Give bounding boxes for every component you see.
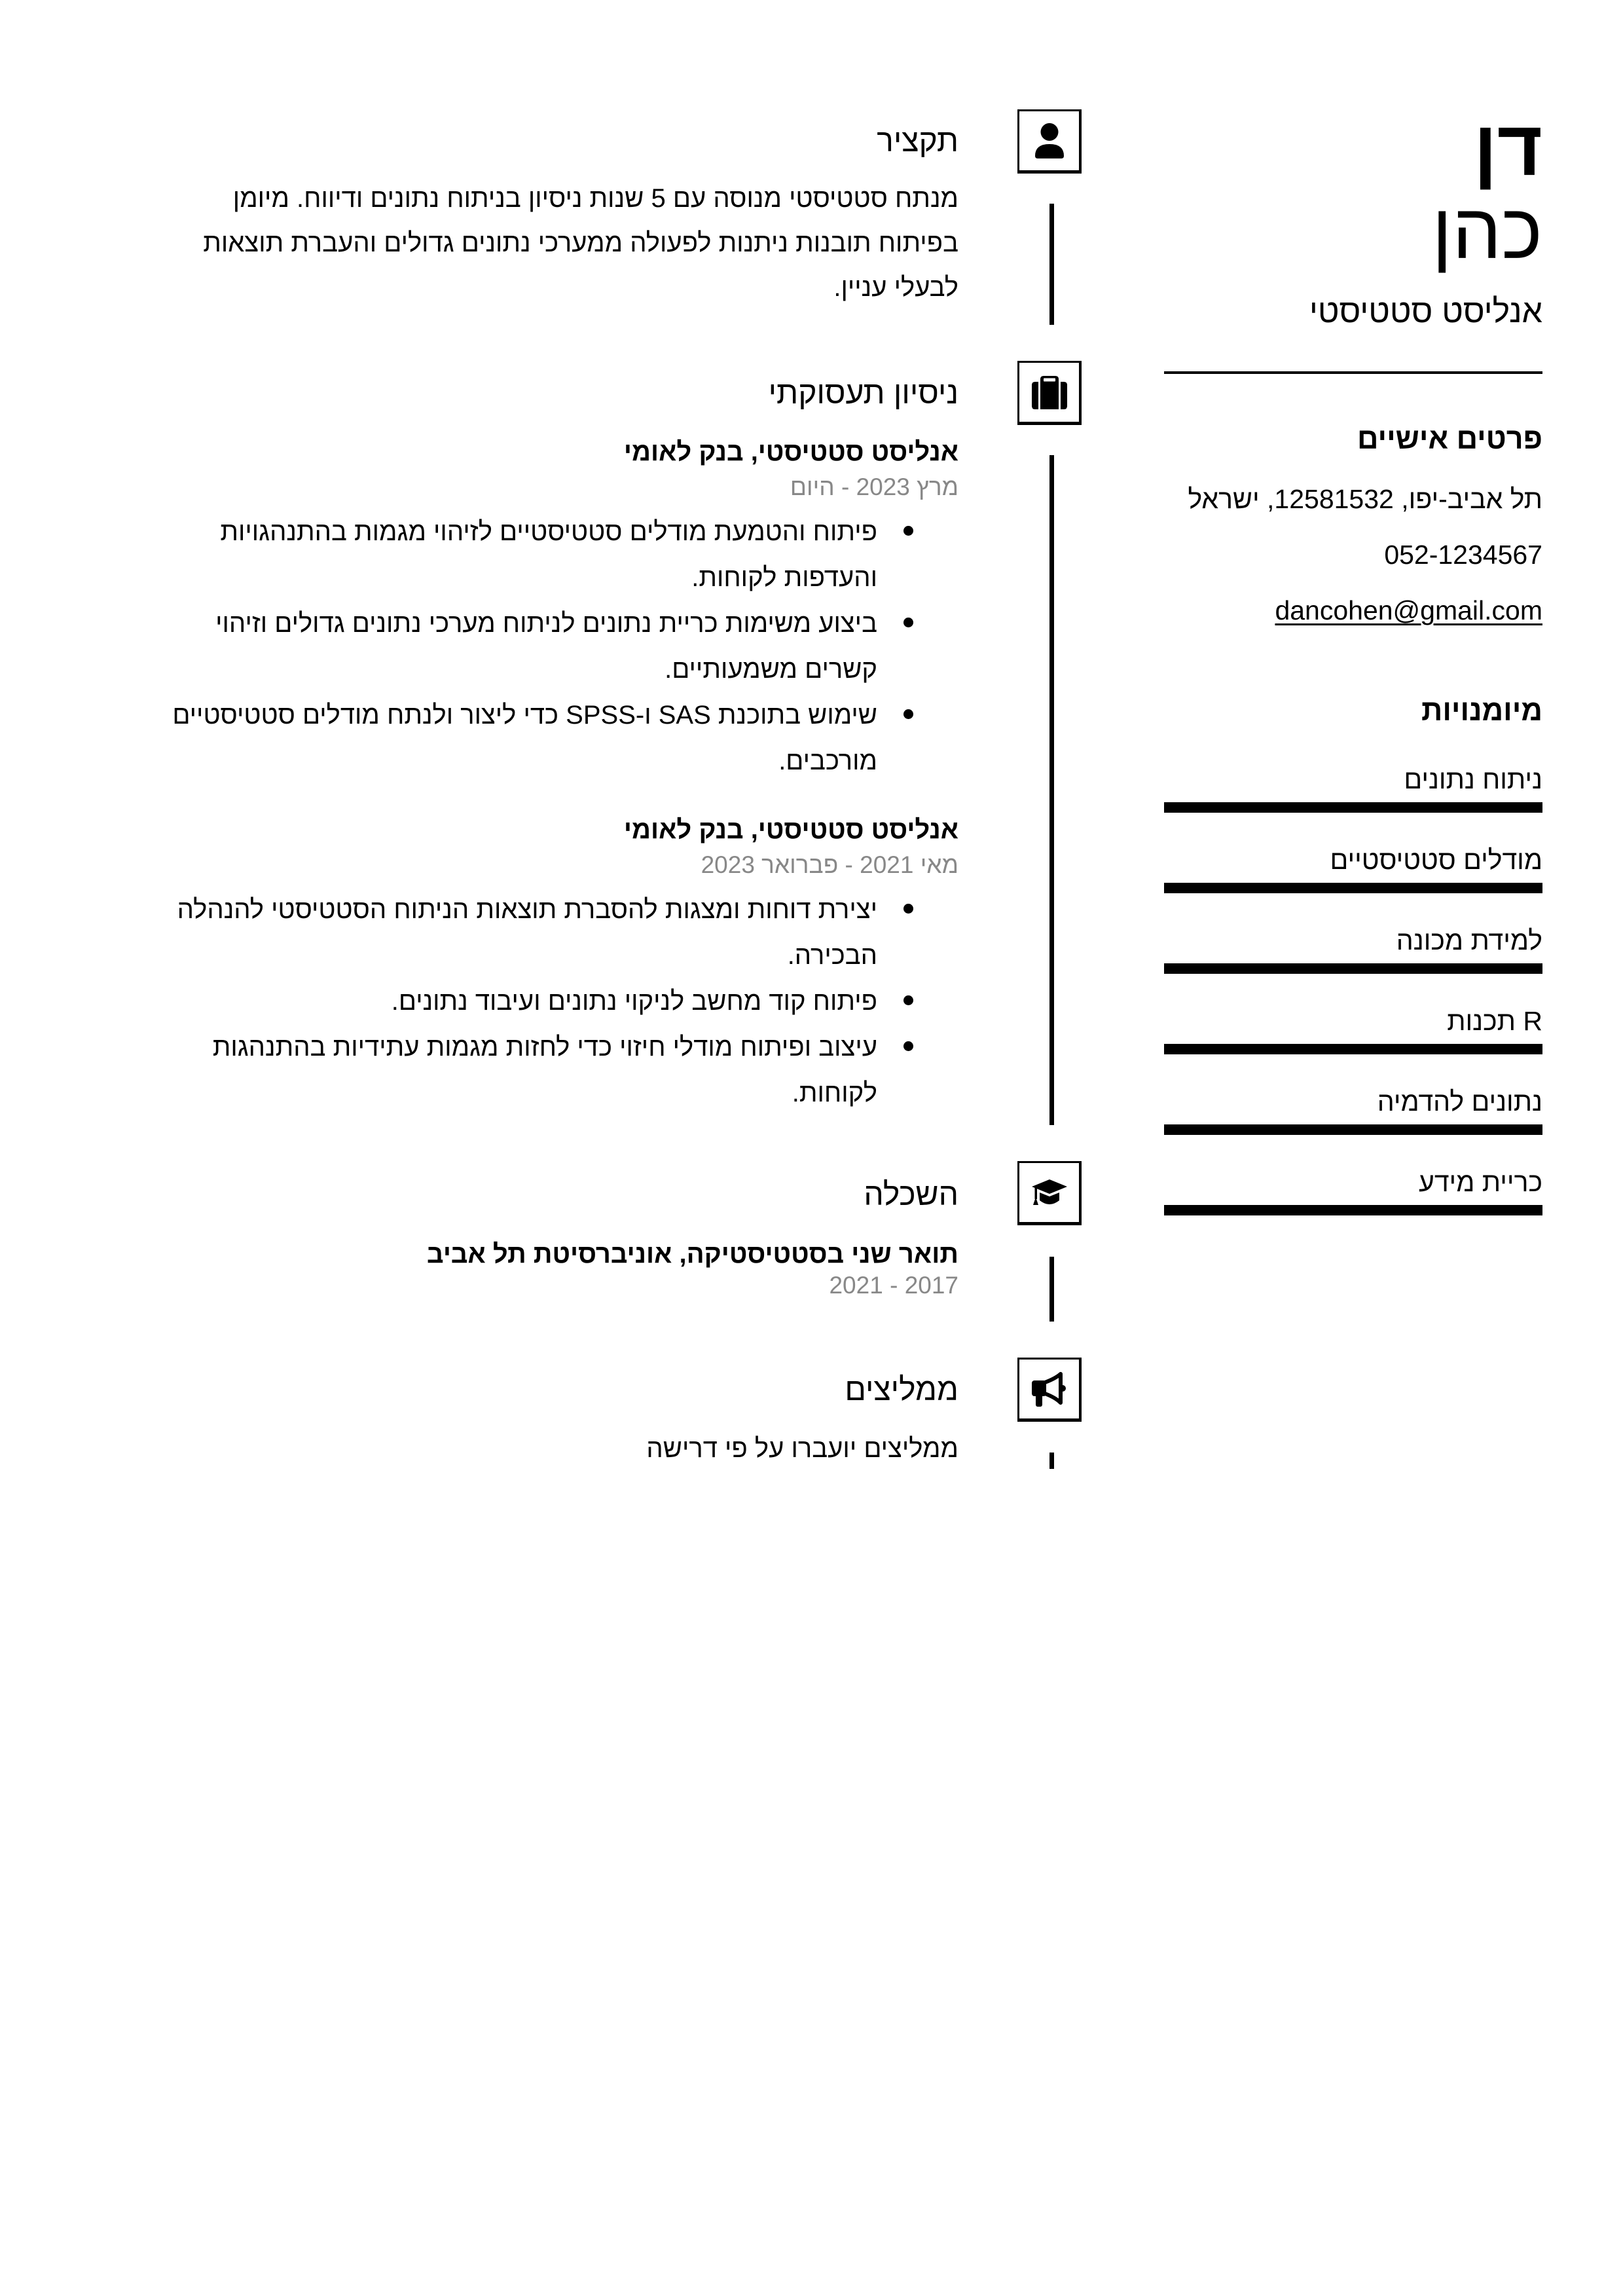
skill-level-track: [1164, 883, 1542, 893]
experience-section: [147, 374, 958, 1116]
summary-title: תקציר: [877, 124, 958, 158]
skill-level-track: [1164, 1205, 1542, 1215]
references-icon-box: [1017, 1358, 1082, 1422]
header-divider: [1164, 371, 1542, 374]
bullet-item: עיצוב ופיתוח מודלי חיזוי כדי לחזות מגמות עתידיות בהתנהגות לקוחות.: [147, 1024, 877, 1116]
skill-level-bar: [1164, 1124, 1542, 1135]
skill-item: [1164, 843, 1542, 893]
timeline-line: [1049, 1257, 1054, 1322]
job-bullets: [147, 509, 958, 784]
skill-level-track: [1164, 1124, 1542, 1135]
education-icon-box: [1017, 1161, 1082, 1225]
skill-level-track: [1164, 963, 1542, 974]
job-title: אנליסט סטטיסטי, בנק לאומי: [623, 815, 958, 844]
email-row: [1164, 583, 1542, 639]
skill-level-bar: [1164, 1044, 1542, 1054]
address: תל אביב-יפו, 12581532, ישראל: [1188, 484, 1542, 514]
person-icon: [1034, 123, 1065, 158]
skill-label: R תכנות: [1447, 1006, 1542, 1036]
email-link[interactable]: dancohen@gmail.com: [1275, 595, 1542, 625]
skill-item: [1164, 924, 1542, 974]
bullet-item: פיתוח קוד מחשב לניקוי נתונים ועיבוד נתונים.: [147, 978, 877, 1024]
skill-item: [1164, 763, 1542, 813]
bullet-item: שימוש בתוכנת SAS ו-SPSS כדי ליצור ולנתח מודלים סטטיסטיים מורכבים.: [147, 692, 877, 784]
skills-heading: מיומנויות: [1421, 694, 1542, 727]
education-section: [147, 1176, 958, 1301]
skill-level-track: [1164, 802, 1542, 813]
skill-label: נתונים להדמיה: [1377, 1086, 1542, 1117]
contact-details: [1164, 472, 1542, 639]
skill-item: [1164, 1005, 1542, 1054]
first-name: דן: [1473, 105, 1542, 192]
graduation-cap-icon: [1032, 1179, 1067, 1206]
experience-icon-box: [1017, 361, 1082, 425]
skills-list: [1164, 763, 1542, 1215]
briefcase-icon: [1032, 376, 1067, 409]
bullet-item: יצירת דוחות ומצגות להסברת תוצאות הניתוח הסטטיסטי להנהלה הבכירה.: [147, 887, 877, 978]
summary-icon-box: [1017, 109, 1082, 174]
references-text: ממליצים יועברו על פי דרישה: [646, 1434, 958, 1463]
experience-title: ניסיון תעסוקתי: [768, 376, 958, 411]
skill-label: ניתוח נתונים: [1404, 764, 1542, 794]
skill-label: למידת מכונה: [1396, 925, 1542, 955]
sidebar: [1164, 107, 1542, 1246]
job-entry: [147, 435, 958, 784]
job-title: אנליסט סטטיסטי: [1309, 293, 1542, 329]
personal-details-heading: פרטים אישיים: [1357, 422, 1542, 455]
summary-section: [147, 122, 958, 310]
skill-level-bar: [1164, 802, 1542, 813]
summary-text: מנתח סטטיסטי מנוסה עם 5 שנות ניסיון בניתוח נתונים ודיווח. מיומן בפיתוח תובנות ניתנות לפעולה ממערכי נתונים גדולים והעברת תוצאות לבעלי עניין.: [203, 184, 958, 302]
job-title: אנליסט סטטיסטי, בנק לאומי: [623, 437, 958, 466]
last-name: כהן: [1432, 188, 1542, 275]
job-dates: מאי 2021 - פברואר 2023: [701, 851, 958, 878]
references-section: [147, 1371, 958, 1472]
skill-label: מודלים סטטיסטיים: [1330, 845, 1542, 875]
education-entry: [147, 1238, 958, 1301]
bullet-item: פיתוח והטמעת מודלים סטטיסטיים לזיהוי מגמות בהתנהגויות והעדפות לקוחות.: [147, 509, 877, 601]
skill-item: [1164, 1166, 1542, 1215]
skill-level-bar: [1164, 883, 1542, 893]
skill-label: כריית מידע: [1418, 1167, 1542, 1197]
timeline-line: [1049, 204, 1054, 325]
education-dates: 2017 - 2021: [829, 1272, 958, 1299]
phone: 052-1234567: [1384, 540, 1542, 570]
degree-title: תואר שני בסטטיסטיקה, אוניברסיטת תל אביב: [427, 1240, 958, 1268]
skill-item: [1164, 1085, 1542, 1135]
timeline-line: [1049, 1453, 1054, 1469]
education-title: השכלה: [864, 1177, 958, 1212]
job-entry: [147, 813, 958, 1116]
references-title: ממליצים: [845, 1373, 958, 1407]
skill-level-bar: [1164, 1205, 1542, 1215]
megaphone-icon: [1032, 1371, 1067, 1407]
job-bullets: [147, 887, 958, 1116]
timeline-line: [1049, 455, 1054, 1125]
skill-level-bar: [1164, 963, 1542, 974]
skill-level-track: [1164, 1044, 1542, 1054]
job-dates: מרץ 2023 - היום: [790, 473, 958, 500]
bullet-item: ביצוע משימות כריית נתונים לניתוח מערכי נתונים גדולים וזיהוי קשרים משמעותיים.: [147, 601, 877, 692]
